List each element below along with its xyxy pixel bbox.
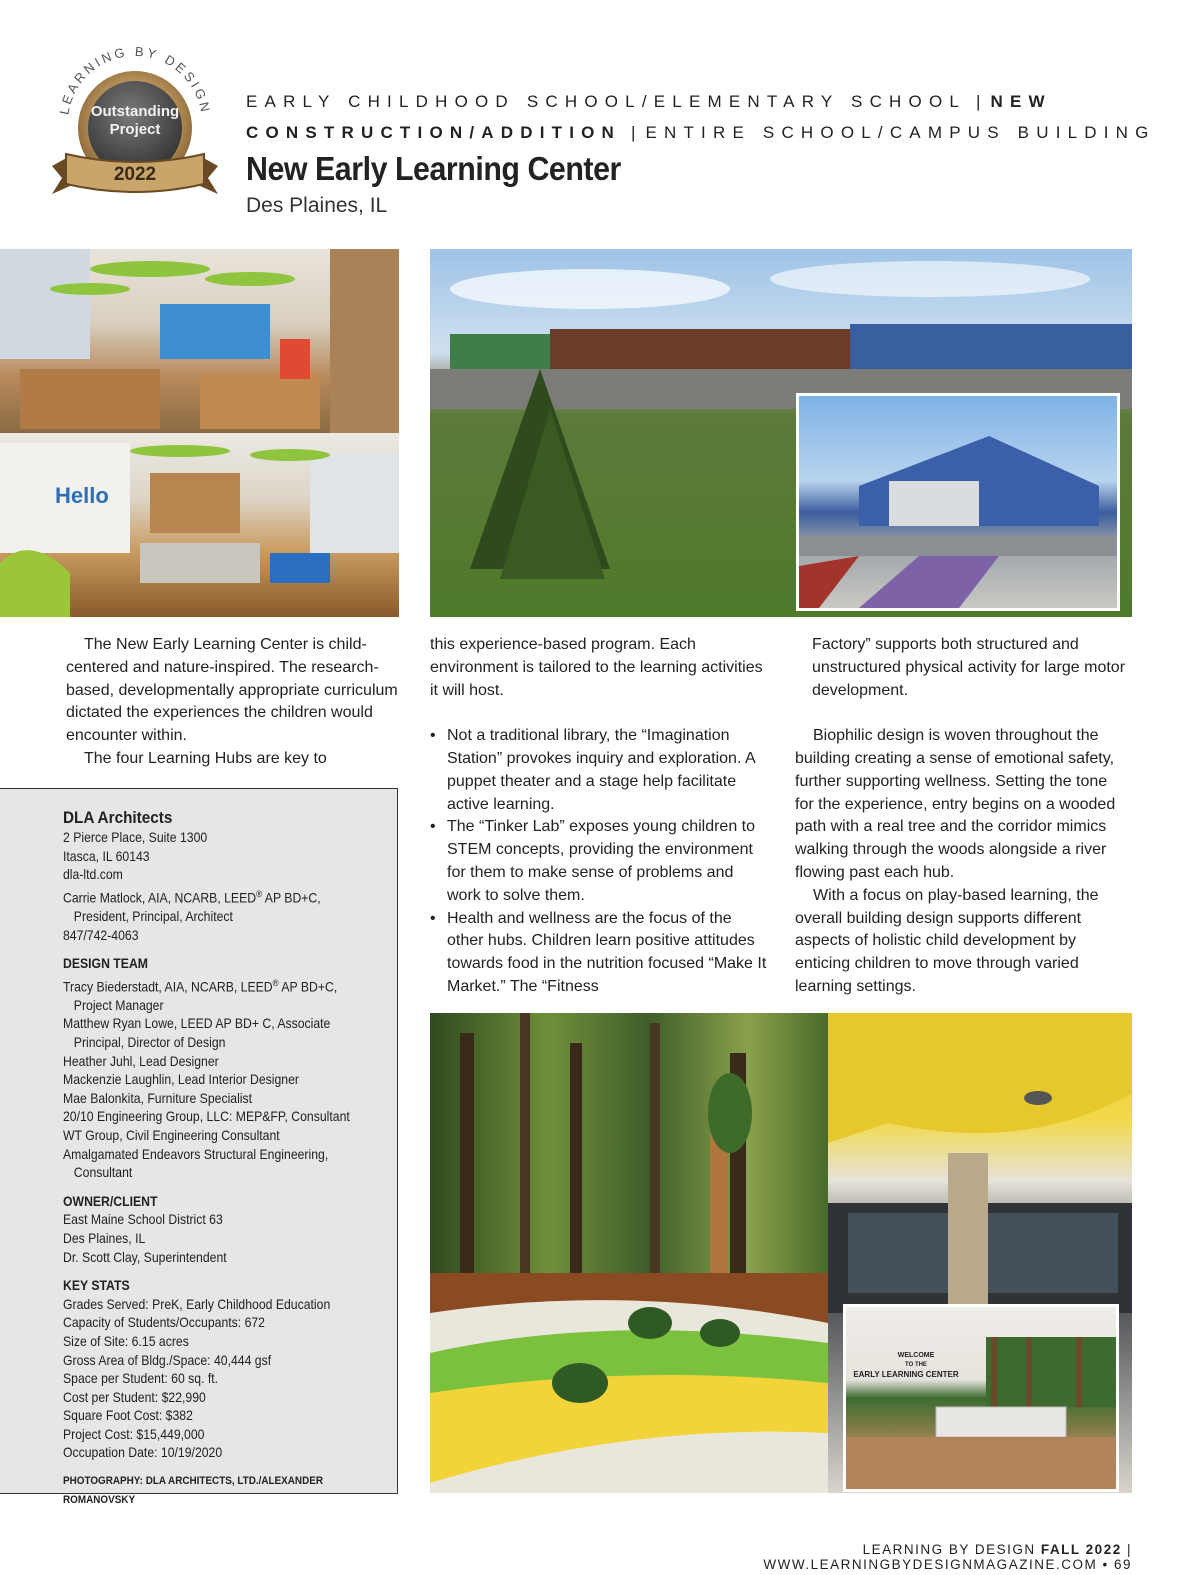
entry-image-icon bbox=[799, 396, 1117, 608]
firm-name: DLA Architects bbox=[63, 808, 173, 827]
team-member: Heather Juhl, Lead Designer bbox=[63, 1053, 219, 1069]
list-item: • The “Tinker Lab” exposes young children to STEM concepts, providing the environment for them to make sense of problems and work to solve them. bbox=[430, 816, 770, 907]
team-member: WT Group, Civil Engineering Consultant bbox=[63, 1127, 280, 1143]
category-line bbox=[246, 86, 1176, 148]
classroom-photo-top bbox=[0, 249, 399, 433]
issue: FALL 2022 bbox=[1040, 1542, 1122, 1557]
body-paragraph: With a focus on play-based learning, the overall building design supports different aspects of holistic child development by enticing children to move through varied learning settings. bbox=[795, 886, 1099, 995]
category-separator: | bbox=[976, 92, 981, 111]
contact-person bbox=[63, 885, 360, 927]
inset-sign-line1: WELCOME bbox=[897, 1352, 935, 1359]
stat-line: Occupation Date: 10/19/2020 bbox=[63, 1445, 223, 1461]
body-column-2 bbox=[430, 634, 770, 999]
team-member: Amalgamated Endeavors Structural Engineering, Consultant bbox=[63, 1146, 329, 1181]
category-separator: | bbox=[631, 123, 636, 142]
location: Des Plaines, IL bbox=[246, 194, 388, 217]
stat-line: Gross Area of Bldg./Space: 40,444 gsf bbox=[63, 1352, 272, 1368]
stat-line: Project Cost: $15,449,000 bbox=[63, 1426, 205, 1442]
category-part1: EARLY CHILDHOOD SCHOOL/ELEMENTARY SCHOOL bbox=[246, 92, 967, 111]
photo-credit: PHOTOGRAPHY: DLA ARCHITECTS, LTD./ALEXANDER ROMANOVSKY bbox=[63, 1475, 323, 1506]
list-item: • Health and wellness are the focus of the other hubs. Children learn positive attitudes towards food in the nutrition focused “Make It Market.” The “Fitness bbox=[430, 908, 770, 999]
design-team-heading: DESIGN TEAM bbox=[63, 956, 148, 972]
badge-line2: Project bbox=[109, 121, 161, 138]
website: dla-ltd.com bbox=[63, 867, 123, 883]
project-info-sidebar bbox=[0, 788, 398, 1506]
owner-heading: OWNER/CLIENT bbox=[63, 1193, 158, 1209]
stat-line: Size of Site: 6.15 acres bbox=[63, 1333, 189, 1349]
badge-year: 2022 bbox=[113, 164, 157, 185]
svg-text:Hello: Hello bbox=[55, 483, 109, 508]
forest-mural-photo bbox=[430, 1013, 828, 1493]
award-badge bbox=[40, 28, 230, 218]
body-paragraph: The four Learning Hubs are key to bbox=[84, 749, 327, 767]
key-stats-heading: KEY STATS bbox=[63, 1278, 130, 1294]
inset-sign-line2: TO THE bbox=[905, 1362, 927, 1368]
badge-seal-icon bbox=[40, 28, 230, 218]
category-bold: NEW CONSTRUCTION/ADDITION bbox=[246, 92, 1052, 142]
address-line: 2 Pierce Place, Suite 1300 bbox=[63, 830, 208, 845]
body-column-3 bbox=[795, 634, 1125, 999]
footer-separator: | bbox=[1126, 1542, 1132, 1557]
exterior-inset-photo bbox=[796, 393, 1120, 611]
magazine-url[interactable]: WWW.LEARNINGBYDESIGNMAGAZINE.COM bbox=[763, 1557, 1098, 1572]
hubs-list bbox=[430, 725, 770, 999]
registered-mark: ® bbox=[256, 888, 263, 899]
inset-sign-line3: EARLY LEARNING CENTER bbox=[853, 1370, 959, 1379]
spacer bbox=[795, 702, 1125, 725]
category-part2: ENTIRE SCHOOL/CAMPUS BUILDING bbox=[645, 123, 1156, 142]
learning-hub-image-icon bbox=[0, 433, 399, 617]
stat-line: Cost per Student: $22,990 bbox=[63, 1389, 206, 1405]
page-number: 69 bbox=[1113, 1557, 1132, 1572]
team-member bbox=[63, 974, 360, 1016]
stat-line: Grades Served: PreK, Early Childhood Education bbox=[63, 1296, 331, 1312]
classroom-image-icon bbox=[0, 249, 399, 433]
phone: 847/742-4063 bbox=[63, 927, 139, 943]
body-paragraph: Biophilic design is woven throughout the building creating a sense of emotional safety, further supporting wellness. Setting the tone for the experience, entry begins on a wooded path with a real tree and the corridor mimics walking through the woods alongside a river flowing past each hub. bbox=[795, 727, 1116, 881]
stat-line: Square Foot Cost: $382 bbox=[63, 1408, 193, 1424]
address-line: Itasca, IL 60143 bbox=[63, 848, 150, 864]
team-member: Mackenzie Laughlin, Lead Interior Designer bbox=[63, 1072, 299, 1088]
contact-name: Carrie Matlock, AIA, NCARB, LEED bbox=[63, 890, 257, 906]
body-paragraph: Factory” supports both structured and unstructured physical activity for large motor development. bbox=[812, 636, 1126, 699]
registered-mark: ® bbox=[272, 977, 279, 988]
owner-line: Dr. Scott Clay, Superintendent bbox=[63, 1249, 227, 1265]
team-member: 20/10 Engineering Group, LLC: MEP&FP, Consultant bbox=[63, 1109, 350, 1125]
stat-line: Capacity of Students/Occupants: 672 bbox=[63, 1315, 265, 1331]
badge-line1: Outstanding bbox=[90, 103, 180, 120]
contact-title: AP BD+C, President, Principal, Architect bbox=[73, 890, 321, 924]
reception-inset-photo bbox=[843, 1304, 1119, 1492]
spacer bbox=[430, 702, 770, 725]
footer-bullet: • bbox=[1102, 1557, 1109, 1572]
team-member-name: Tracy Biederstadt, AIA, NCARB, LEED bbox=[63, 979, 273, 995]
stat-line: Space per Student: 60 sq. ft. bbox=[63, 1371, 219, 1387]
page-title: New Early Learning Center bbox=[246, 150, 621, 187]
forest-image-icon bbox=[430, 1013, 828, 1493]
owner-line: East Maine School District 63 bbox=[63, 1212, 223, 1228]
team-member: Matthew Ryan Lowe, LEED AP BD+ C, Associate Principal, Director of Design bbox=[63, 1016, 331, 1050]
owner-line: Des Plaines, IL bbox=[63, 1230, 146, 1246]
list-item: • Not a traditional library, the “Imagination Station” provokes inquiry and exploration. A puppet theater and a stage help facilitate active learning. bbox=[430, 725, 770, 816]
body-column-1 bbox=[66, 634, 400, 771]
team-member-role: AP BD+C, Project Manager bbox=[73, 979, 338, 1013]
reception-image-icon bbox=[846, 1307, 1116, 1489]
badge-arc-text: LEARNING BY DESIGN bbox=[56, 43, 214, 116]
body-paragraph: The New Early Learning Center is child-centered and nature-inspired. The research-based, developmentally appropriate curriculum dictated the experiences the children would encounter within. bbox=[66, 636, 398, 745]
page-footer bbox=[560, 1542, 1132, 1572]
magazine-name: LEARNING BY DESIGN bbox=[862, 1542, 1036, 1557]
classroom-photo-bottom bbox=[0, 433, 399, 617]
team-member: Mae Balonkita, Furniture Specialist bbox=[63, 1090, 253, 1106]
body-paragraph: this experience-based program. Each environment is tailored to the learning activities it will host. bbox=[430, 636, 763, 699]
